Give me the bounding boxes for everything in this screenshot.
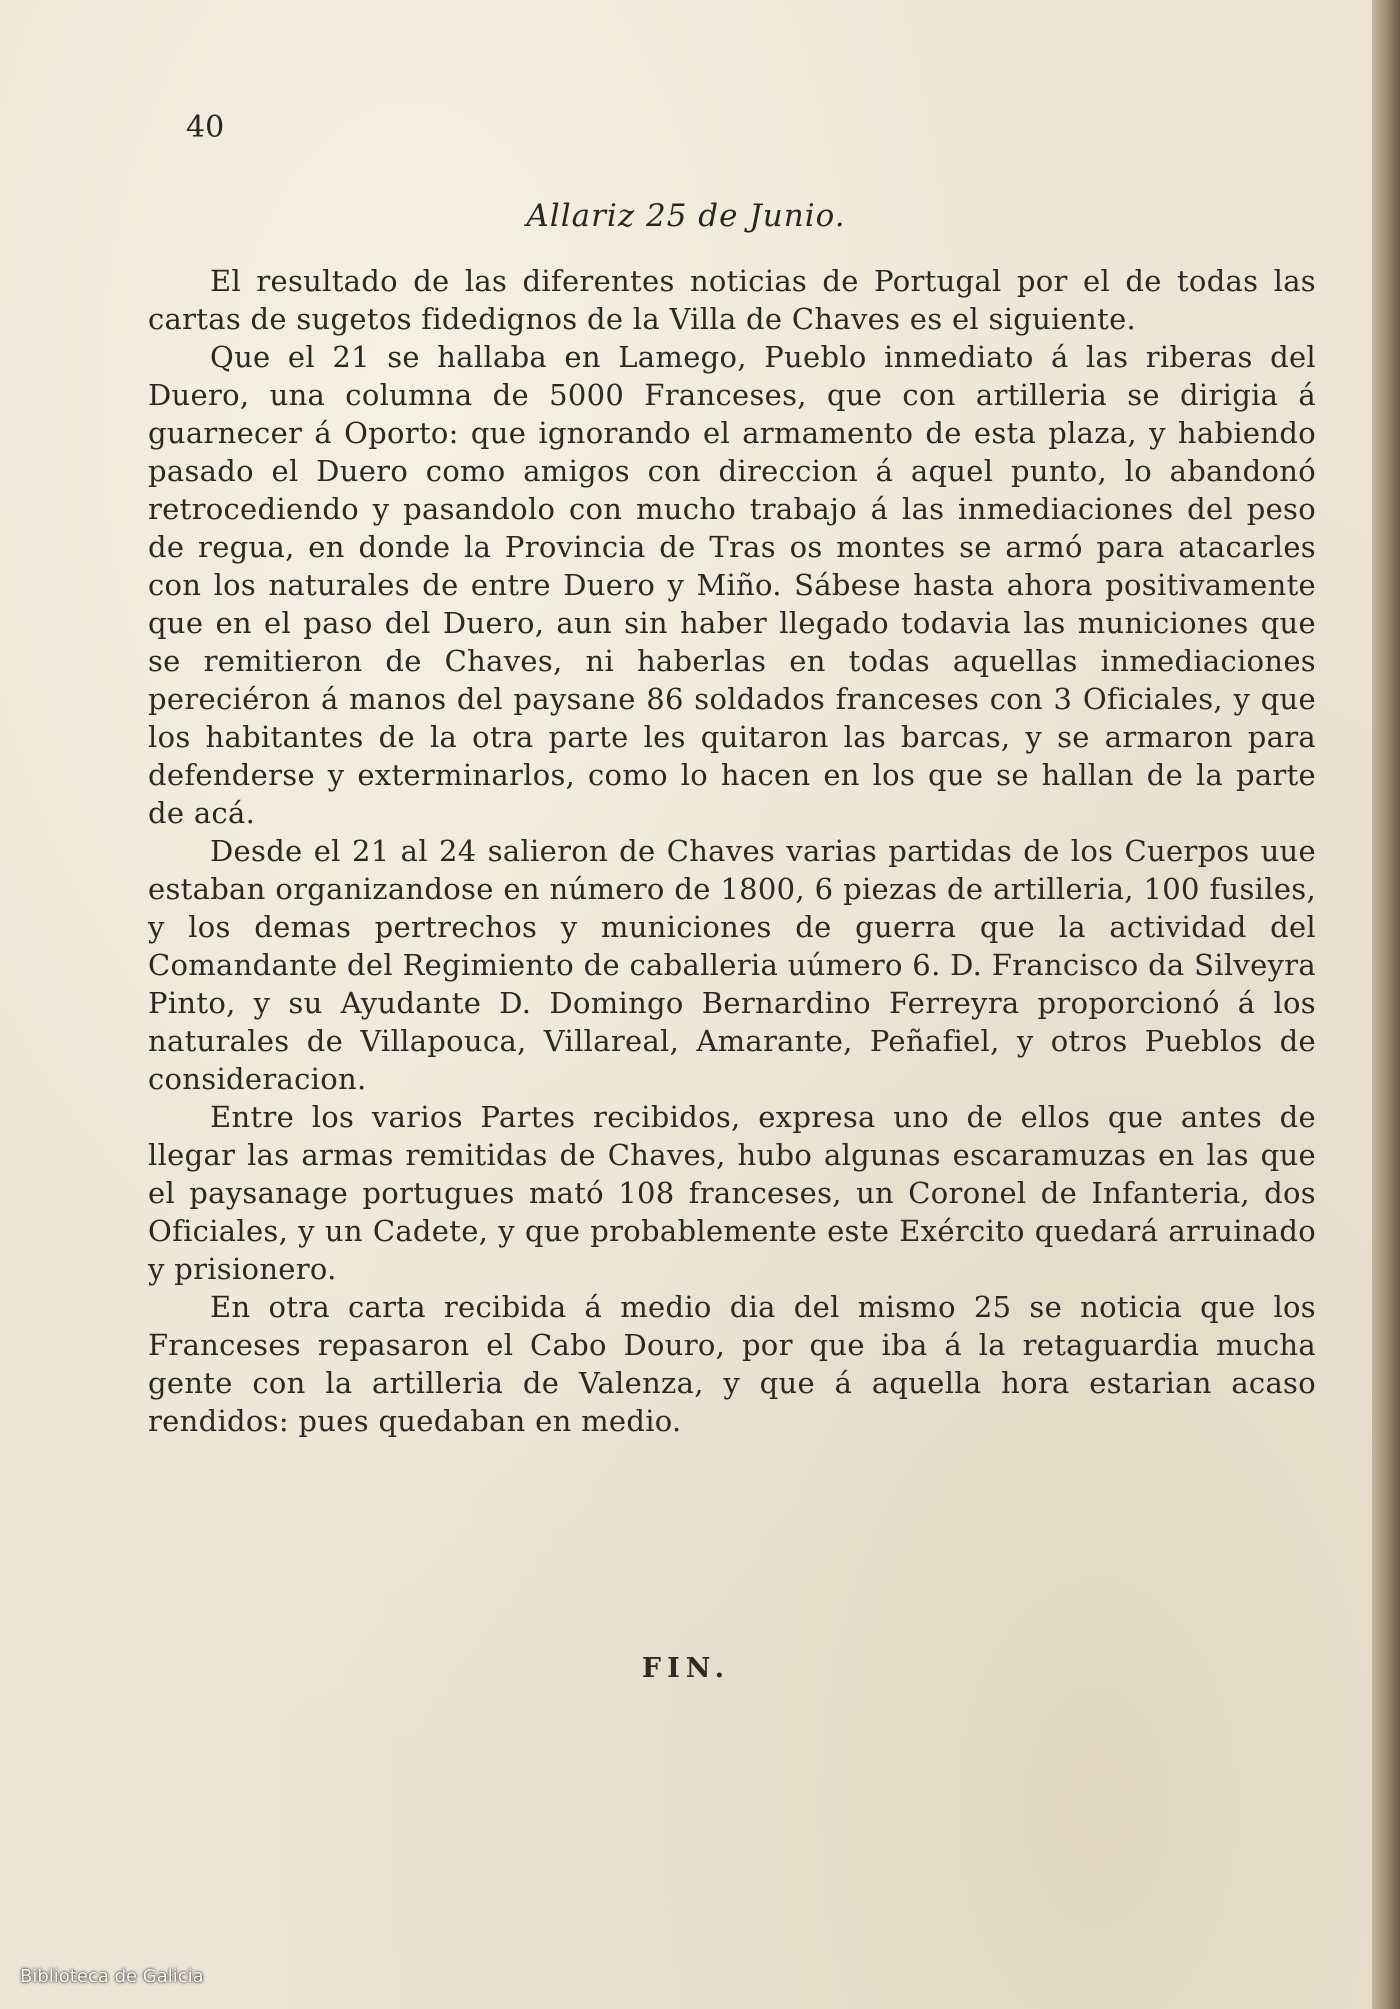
paragraph-4: Entre los varios Partes recibidos, expresa uno de ellos que antes de llegar las armas remitidas de Chaves, hubo algunas escaramuzas en las que el paysanage portugues mató 108 franceses, un Coronel de Infanteria, dos Oficiales, y un Cadete, y que probablemente este Exército quedará arruinado y prisionero.: [148, 1100, 1316, 1286]
paragraph-5: En otra carta recibida á medio dia del mismo 25 se noticia que los Franceses repasaron el Cabo Douro, por que iba á la retaguardia mucha gente con la artilleria de Valenza, y que á aquella hora estarian acaso rendidos: pues quedaban en medio.: [148, 1290, 1316, 1438]
paragraph-3: Desde el 21 al 24 salieron de Chaves varias partidas de los Cuerpos uue estaban organizandose en número de 1800, 6 piezas de artilleria, 100 fusiles, y los demas pertrechos y municiones de guerra que la actividad del Comandante del Regimiento de caballeria uúmero 6. D. Francisco da Silveyra Pinto, y su Ayudante D. Domingo Bernardino Ferreyra proporcionó á los naturales de Villapouca, Villareal, Amarante, Peñafiel, y otros Pueblos de consideracion.: [148, 834, 1316, 1096]
end-mark: FIN.: [641, 1653, 731, 1684]
paragraph-1: El resultado de las diferentes noticias de Portugal por el de todas las cartas de sugetos fidedignos de la Villa de Chaves es el siguiente.: [148, 264, 1316, 336]
dateline-heading: Allariz 25 de Junio.: [526, 198, 846, 234]
page-number: 40: [186, 110, 225, 145]
paragraph-2: Que el 21 se hallaba en Lamego, Pueblo inmediato á las riberas del Duero, una columna de 5000 Franceses, que con artilleria se dirigia á guarnecer á Oporto: que ignorando el armamento de esta plaza, y habiendo pasado el Duero como amigos con direccion á aquel punto, lo abandonó retrocediendo y pasandolo con mucho trabajo á las inmediaciones del peso de regua, en donde la Provincia de Tras os montes se armó para atacarles con los naturales de entre Duero y Miño. Sábese hasta ahora positivamente que en el paso del Duero, aun sin haber llegado todavia las municiones que se remitieron de Chaves, ni haberlas en todas aquellas inmediaciones pereciéron á manos del paysane 86 soldados franceses con 3 Oficiales, y que los habitantes de la otra parte les quitaron las barcas, y se armaron para defenderse y exterminarlos, como lo hacen en los que se hallan de la parte de acá.: [148, 340, 1316, 830]
library-watermark: Biblioteca de Galicia: [20, 1966, 204, 1987]
page-edge: [1372, 0, 1400, 2009]
body-text: [148, 262, 1316, 1440]
